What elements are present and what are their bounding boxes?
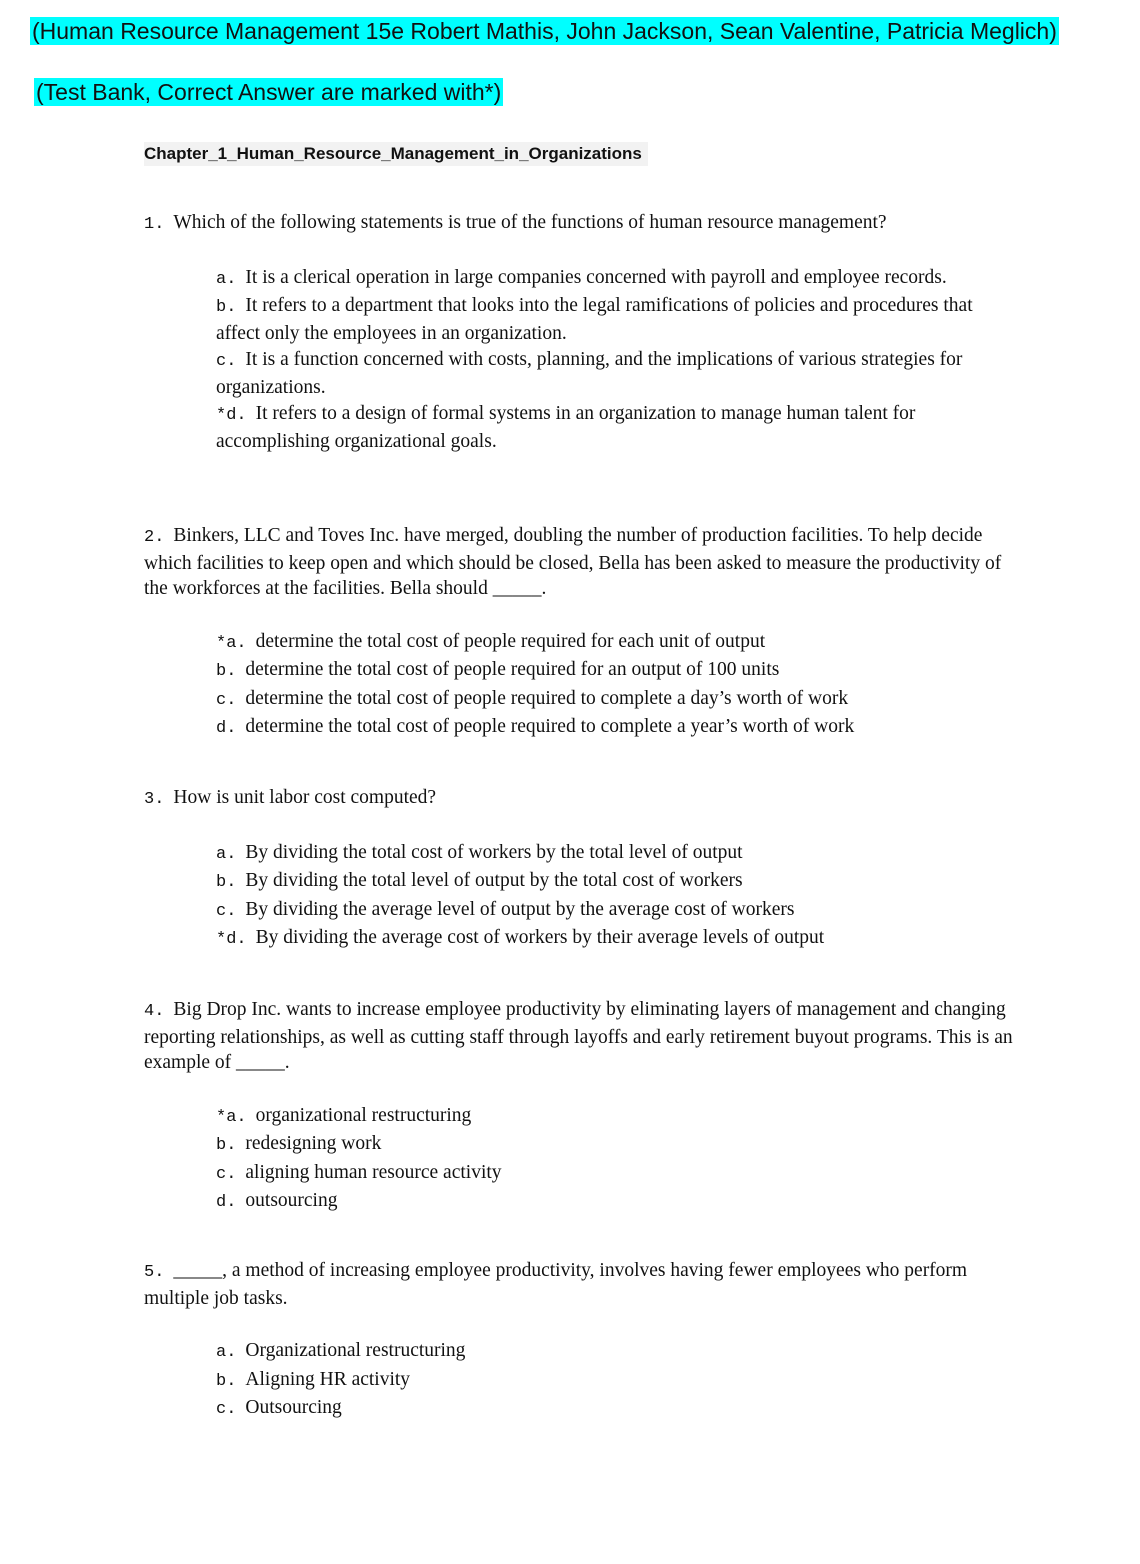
- question-4: [144, 997, 1014, 1217]
- answer-option-correct: [216, 925, 1014, 953]
- answer-option: [216, 897, 1014, 925]
- option-letter: d.: [216, 719, 237, 738]
- question-text: Binkers, LLC and Toves Inc. have merged, doubling the number of production facilities. To help decide which facilities to keep open and which should be closed, Bella has been asked to measure the productivity of the workforces at the facilities. Bella should _____.: [144, 525, 1002, 599]
- option-text: By dividing the total level of output by the total cost of workers: [245, 870, 743, 891]
- option-text: It is a function concerned with costs, planning, and the implications of various strategies for organizations.: [216, 349, 963, 398]
- option-text: determine the total cost of people required for each unit of output: [255, 630, 766, 652]
- option-text: Organizational restructuring: [245, 1340, 466, 1361]
- answer-option: [216, 1131, 1014, 1159]
- question-stem: [144, 997, 1014, 1076]
- option-text: By dividing the total cost of workers by the total level of output: [245, 841, 743, 863]
- option-text: Aligning HR activity: [245, 1368, 411, 1390]
- option-text: determine the total cost of people required for an output of 100 units: [245, 659, 780, 680]
- answer-options: [216, 629, 1014, 742]
- answer-option: [216, 1188, 1014, 1216]
- answer-option: [216, 686, 1014, 714]
- question-text: _____, a method of increasing employee productivity, involves having fewer employees who perform multiple job tasks.: [144, 1260, 968, 1309]
- option-text: By dividing the average cost of workers by their average levels of output: [255, 927, 825, 948]
- option-letter: *a.: [216, 633, 247, 653]
- question-1: [144, 210, 1014, 455]
- question-number: 3.: [144, 790, 165, 809]
- answer-option-correct: [216, 401, 1014, 454]
- option-text: It refers to a design of formal systems in an organization to manage human talent for accomplishing organizational goals.: [216, 403, 916, 452]
- answer-options: [216, 1338, 1014, 1423]
- answer-option: [216, 1395, 1014, 1423]
- answer-option: [216, 347, 1014, 400]
- answer-option: [216, 840, 1014, 868]
- answer-options: [216, 265, 1014, 455]
- option-letter: b.: [216, 1371, 237, 1391]
- option-text: determine the total cost of people required to complete a day’s worth of work: [245, 687, 849, 709]
- answer-option: [216, 714, 1014, 742]
- option-text: It is a clerical operation in large companies concerned with payroll and employee records.: [245, 266, 947, 288]
- option-text: By dividing the average level of output by the average cost of workers: [245, 898, 795, 920]
- option-letter: a.: [216, 269, 237, 289]
- question-stem: [144, 210, 1014, 238]
- option-letter: *d.: [216, 406, 247, 425]
- option-letter: b.: [216, 1136, 237, 1155]
- option-letter: c.: [216, 1400, 237, 1419]
- answer-option: [216, 1338, 1014, 1366]
- option-text: organizational restructuring: [255, 1104, 472, 1126]
- option-letter: c.: [216, 901, 237, 921]
- option-text: outsourcing: [245, 1190, 338, 1211]
- answer-option: [216, 868, 1014, 896]
- question-number: 5.: [144, 1263, 165, 1282]
- question-number: 1.: [144, 215, 165, 234]
- answer-option: [216, 265, 1014, 293]
- question-number: 4.: [144, 1002, 165, 1021]
- question-2: [144, 523, 1014, 743]
- option-text: Outsourcing: [245, 1397, 342, 1418]
- answer-option-correct: [216, 1103, 1014, 1131]
- option-letter: d.: [216, 1193, 237, 1212]
- answer-option-correct: [216, 629, 1014, 657]
- option-text: determine the total cost of people required to complete a year’s worth of work: [245, 716, 855, 737]
- question-text: Big Drop Inc. wants to increase employee productivity by eliminating layers of management and changing reporting relationships, as well as cutting staff through layoffs and early retirement buyout programs. This is an example of _____.: [144, 999, 1013, 1073]
- option-letter: b.: [216, 298, 237, 317]
- question-number: 2.: [144, 528, 165, 547]
- question-stem: [144, 1258, 1014, 1311]
- chapter-title: Chapter_1_Human_Resource_Management_in_Organizations: [144, 142, 648, 166]
- option-text: redesigning work: [245, 1133, 382, 1154]
- option-letter: b.: [216, 873, 237, 892]
- question-5: [144, 1258, 1014, 1424]
- option-letter: a.: [216, 1343, 237, 1362]
- option-text: It refers to a department that looks into the legal ramifications of policies and procedures that affect only the employees in an organization.: [216, 295, 973, 344]
- option-text: aligning human resource activity: [245, 1161, 502, 1183]
- answer-option: [216, 293, 1014, 346]
- answer-options: [216, 840, 1014, 953]
- question-text: Which of the following statements is true of the functions of human resource management?: [173, 212, 887, 233]
- answer-option: [216, 657, 1014, 685]
- answer-options: [216, 1103, 1014, 1216]
- option-letter: c.: [216, 1164, 237, 1184]
- option-letter: a.: [216, 844, 237, 864]
- document-header-title: (Human Resource Management 15e Robert Mathis, John Jackson, Sean Valentine, Patricia Meglich): [32, 18, 1057, 44]
- question-stem: [144, 523, 1014, 602]
- question-3: [144, 785, 1014, 954]
- option-letter: b.: [216, 662, 237, 681]
- option-letter: c.: [216, 690, 237, 710]
- question-stem: [144, 785, 1014, 813]
- option-letter: *d.: [216, 930, 247, 949]
- document-header-note: (Test Bank, Correct Answer are marked with*): [36, 79, 502, 105]
- option-letter: *a.: [216, 1107, 247, 1127]
- option-letter: c.: [216, 352, 237, 371]
- answer-option: [216, 1160, 1014, 1188]
- answer-option: [216, 1367, 1014, 1395]
- question-text: How is unit labor cost computed?: [173, 787, 437, 808]
